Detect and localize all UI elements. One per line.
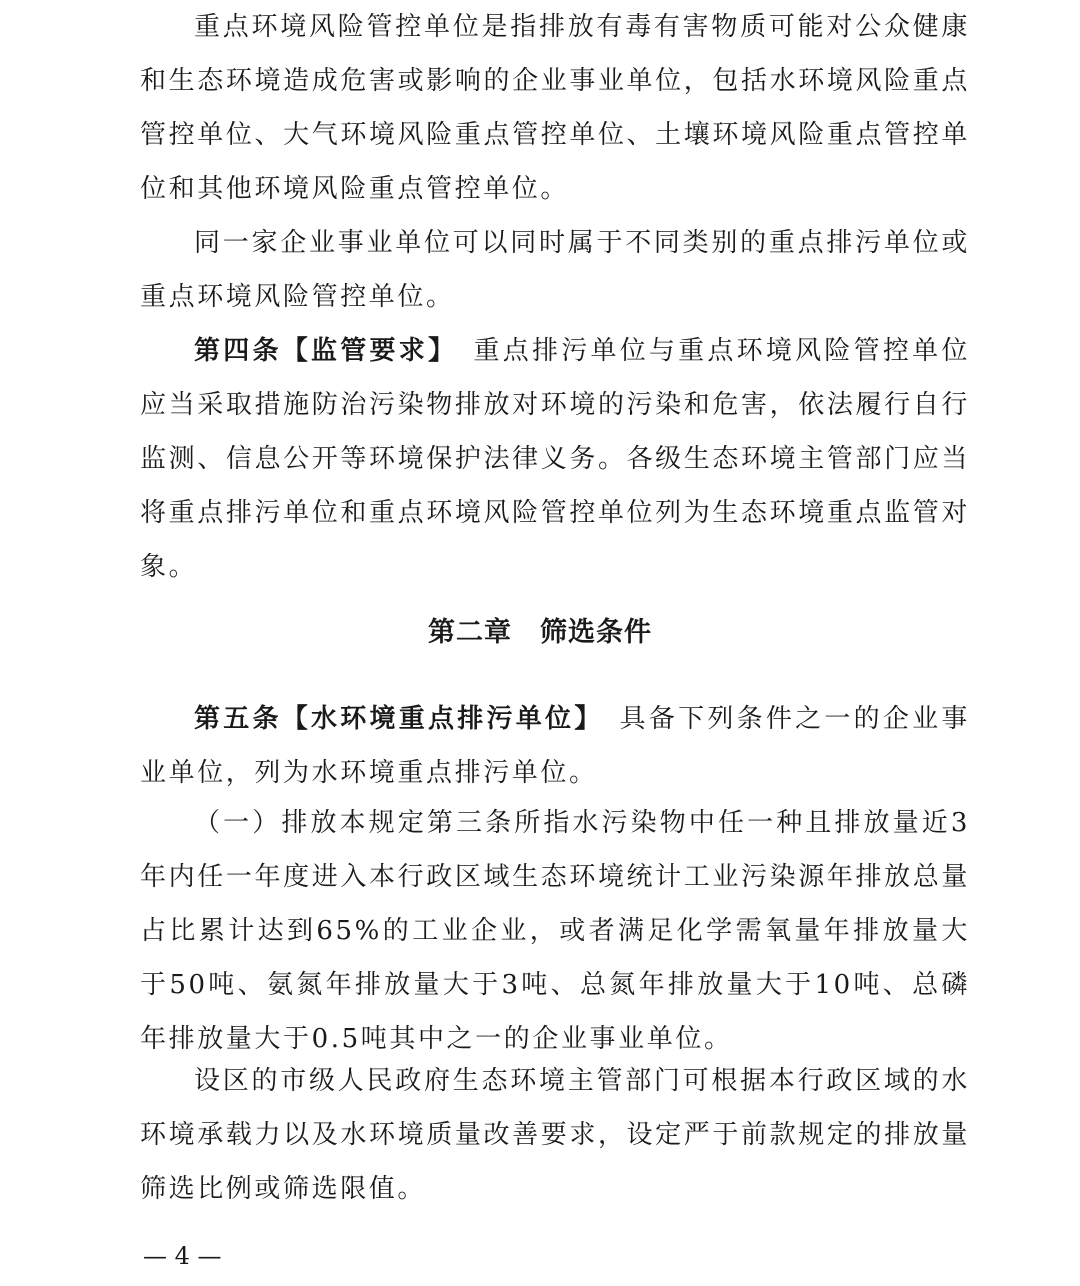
paragraph-city-threshold: 设区的市级人民政府生态环境主管部门可根据本行政区域的水环境承载力以及水环境质量改善要求，设定严于前款规定的排放量筛选比例或筛选限值。 (140, 1066, 970, 1204)
paragraph-same-unit: 同一家企业事业单位可以同时属于不同类别的重点排污单位或重点环境风险管控单位。 (140, 228, 970, 312)
article-5 (140, 692, 970, 800)
article-5-body: 具备下列条件之一的企业事业单位，列为水环境重点排污单位。 (140, 704, 970, 788)
article-5-heading: 第五条【水环境重点排污单位】 (194, 704, 591, 734)
chapter-title: 第二章 筛选条件 (428, 617, 652, 648)
article-4 (140, 324, 970, 594)
paragraph-key-risk-units: 重点环境风险管控单位是指排放有毒有害物质可能对公众健康和生态环境造成危害或影响的企业事业单位，包括水环境风险重点管控单位、大气环境风险重点管控单位、土壤环境风险重点管控单位和其他环境风险重点管控单位。 (140, 12, 970, 204)
article-5-item-1: （一）排放本规定第三条所指水污染物中任一种且排放量近3年内任一年度进入本行政区域生态环境统计工业污染源年排放总量占比累计达到65%的工业企业，或者满足化学需氧量年排放量大于50吨、氨氮年排放量大于3吨、总氮年排放量大于10吨、总磷年排放量大于0.5吨其中之一的企业事业单位。 (140, 808, 970, 1054)
page-number: — 4 — (143, 1242, 222, 1270)
article-4-heading: 第四条【监管要求】 (194, 336, 445, 366)
article-4-body: 重点排污单位与重点环境风险管控单位应当采取措施防治污染物排放对环境的污染和危害，依法履行自行监测、信息公开等环境保护法律义务。各级生态环境主管部门应当将重点排污单位和重点环境风险管控单位列为生态环境重点监管对象。 (140, 336, 970, 582)
